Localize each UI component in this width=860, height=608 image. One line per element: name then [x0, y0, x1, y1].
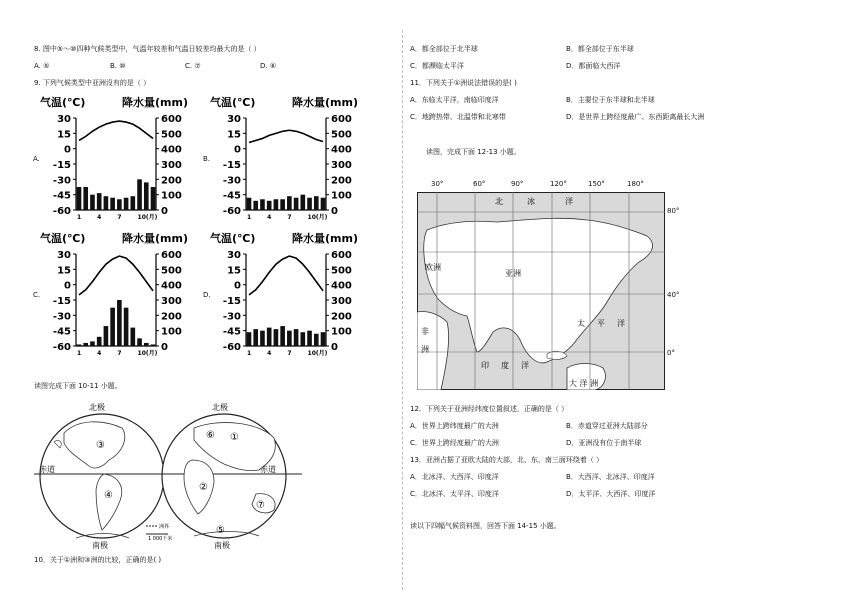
world-hemispheres-map [34, 398, 302, 553]
south-pole-label-east: 南极 [214, 541, 230, 550]
q10-option-a: A．都全部位于北半球 [410, 45, 478, 53]
precipitation-bar [314, 196, 319, 210]
temperature-axis-title: 气温(℃) [40, 232, 86, 245]
temperature-axis-title: 气温(℃) [210, 232, 256, 245]
pacific-ocean-char-1: 太 [577, 319, 585, 328]
precip-tick-label: 500 [161, 129, 182, 141]
precipitation-bar [301, 195, 306, 210]
temp-tick-label: -45 [52, 190, 71, 202]
q10-stem: 10．关于①洲和③洲的比较，正确的是( ) [34, 556, 162, 564]
precip-tick-label: 300 [331, 160, 352, 171]
month-tick-label: 10(月) [137, 350, 158, 357]
temp-tick-label: 0 [234, 280, 241, 292]
month-tick-label: 7 [287, 214, 292, 221]
continent-number-6: ⑥ [206, 430, 215, 441]
precip-tick-label: 100 [331, 326, 352, 338]
month-tick-label: 1 [77, 214, 82, 221]
precipitation-bar [131, 196, 136, 210]
precipitation-bar [137, 338, 142, 346]
precipitation-bar [77, 187, 82, 210]
precipitation-bar [260, 331, 265, 346]
temperature-axis-title: 气温(℃) [40, 96, 86, 109]
precip-tick-label: 500 [161, 265, 182, 277]
precip-tick-label: 200 [331, 311, 352, 323]
temperature-line [249, 130, 323, 142]
temp-tick-label: 0 [64, 280, 71, 292]
lon-label-90: 90° [511, 180, 524, 188]
equator-label-east: 赤道 [260, 465, 276, 474]
continent-number-3: ③ [96, 440, 105, 451]
temp-tick-label: -15 [52, 296, 71, 307]
month-tick-label: 10(月) [307, 350, 328, 357]
north-pole-label-west: 北极 [89, 403, 105, 412]
precipitation-axis-title: 降水量(mm) [122, 232, 188, 245]
precipitation-bar [144, 343, 149, 346]
q10-option-c: C．都濒临太平洋 [410, 62, 464, 70]
q8-option-c: C. ⑦ [185, 62, 201, 70]
precipitation-bar [294, 198, 299, 210]
precip-tick-label: 400 [161, 144, 182, 156]
continent-number-4: ④ [104, 490, 113, 501]
column-divider [402, 30, 403, 590]
precip-tick-label: 0 [331, 206, 338, 217]
temperature-line [79, 256, 153, 295]
precipitation-bar [267, 328, 272, 346]
precipitation-bar [131, 328, 136, 346]
precipitation-bar [124, 198, 129, 210]
precipitation-bar [274, 199, 279, 210]
q8-stem: 8. 图中⑤～⑩四种气候类型中，气温年较差和气温日较差均最大的是（ ） [34, 45, 261, 53]
q11-option-b: B．主要位于东半球和北半球 [566, 96, 655, 104]
temp-tick-label: 15 [57, 129, 71, 141]
q12-option-b: B．赤道穿过亚洲大陆部分 [566, 422, 648, 430]
precipitation-bar [247, 332, 252, 346]
temp-tick-label: 30 [227, 114, 241, 125]
q8-option-b: B. ⑩ [110, 62, 126, 70]
temp-tick-label: 0 [64, 144, 71, 156]
temp-tick-label: -15 [222, 296, 241, 307]
precipitation-bar [104, 326, 109, 346]
precipitation-bar [253, 201, 258, 210]
month-tick-label: 4 [267, 214, 272, 221]
precipitation-bar [307, 198, 312, 210]
europe-label: 欧洲 [425, 263, 441, 272]
q9-option-d-letter: D. [203, 291, 211, 299]
temp-tick-label: -30 [222, 311, 241, 323]
precipitation-bar [97, 193, 102, 210]
q10-option-d: D．都面临大西洋 [566, 62, 621, 70]
temp-tick-label: -15 [52, 160, 71, 171]
precip-tick-label: 300 [161, 160, 182, 171]
precipitation-bar [314, 334, 319, 346]
precipitation-axis-title: 降水量(mm) [122, 96, 188, 109]
precipitation-bar [321, 332, 326, 346]
q12-option-a: A．世界上跨纬度最广的大洲 [410, 422, 499, 430]
month-tick-label: 4 [97, 350, 102, 357]
indian-ocean-char-2: 度 [501, 361, 509, 370]
temp-tick-label: 30 [57, 250, 71, 261]
precip-tick-label: 500 [331, 129, 352, 141]
precipitation-bar [287, 331, 292, 346]
month-tick-label: 10(月) [137, 214, 158, 221]
lon-label-180: 180° [627, 180, 644, 188]
precip-tick-label: 500 [331, 265, 352, 277]
temp-tick-label: 30 [57, 114, 71, 125]
climate-chart-c [38, 228, 198, 360]
precipitation-bar [307, 331, 312, 346]
asia-label: 亚洲 [505, 269, 521, 278]
temp-tick-label: -30 [52, 311, 71, 323]
africa-label-char-2: 洲 [421, 345, 429, 354]
q8-option-d: D. ⑥ [260, 62, 277, 70]
precipitation-bar [83, 343, 88, 346]
precipitation-bar [321, 198, 326, 210]
precip-tick-label: 200 [161, 175, 182, 187]
precipitation-bar [90, 195, 95, 210]
month-tick-label: 7 [287, 350, 292, 357]
indian-ocean-char-3: 洋 [521, 361, 529, 370]
q9-option-c-letter: C. [33, 291, 41, 299]
precip-tick-label: 400 [331, 144, 352, 156]
precip-tick-label: 300 [331, 296, 352, 307]
precip-tick-label: 400 [161, 280, 182, 292]
precip-tick-label: 200 [331, 175, 352, 187]
temp-tick-label: 0 [234, 144, 241, 156]
month-tick-label: 10(月) [307, 214, 328, 221]
q13-option-a: A．北冰洋、大西洋、印度洋 [410, 473, 499, 481]
precipitation-bar [301, 332, 306, 346]
temp-tick-label: -30 [222, 175, 241, 187]
precip-tick-label: 0 [161, 342, 168, 353]
lon-label-150: 150° [588, 180, 605, 188]
q13-option-d: D．太平洋、大西洋、印度洋 [566, 490, 656, 498]
q13-option-c: C．北冰洋、太平洋、印度洋 [410, 490, 499, 498]
precip-tick-label: 100 [161, 190, 182, 202]
precipitation-bar [117, 199, 122, 210]
arctic-ocean-char-2: 冰 [527, 197, 535, 206]
precipitation-bar [97, 337, 102, 346]
month-tick-label: 4 [97, 214, 102, 221]
precipitation-bar [144, 182, 149, 210]
precipitation-bar [294, 329, 299, 346]
precipitation-bar [83, 187, 88, 210]
precipitation-bar [124, 308, 129, 346]
precip-tick-label: 300 [161, 296, 182, 307]
precipitation-bar [117, 300, 122, 346]
scale-label: 1 000千米 [148, 536, 173, 542]
asia-map [417, 192, 665, 390]
q11-stem: 11．下列关于①洲说法错误的是( ) [410, 79, 517, 87]
precipitation-bar [260, 199, 265, 210]
q9-option-a-letter: A. [33, 155, 40, 163]
q10-option-b: B．都全部位于东半球 [566, 45, 634, 53]
precipitation-bar [137, 179, 142, 210]
north-pole-label-east: 北极 [212, 403, 228, 412]
lat-label-40: 40° [667, 291, 680, 299]
temp-tick-label: 15 [227, 129, 241, 141]
equator-label-west: 赤道 [39, 465, 55, 474]
q9-stem: 9. 下列气候类型中亚洲没有的是（ ） [34, 79, 151, 87]
q11-option-c: C．地跨热带、北温带和北寒带 [410, 113, 506, 121]
reading-12-13: 读图，完成下面 12-13 小题。 [426, 148, 521, 156]
q9-option-b-letter: B. [203, 155, 211, 163]
temperature-axis-title: 气温(℃) [210, 96, 256, 109]
precip-tick-label: 200 [161, 311, 182, 323]
precipitation-bar [110, 308, 115, 346]
q13-option-b: B．大西洋、北冰洋、印度洋 [566, 473, 655, 481]
precip-tick-label: 0 [331, 342, 338, 353]
precip-tick-label: 0 [161, 206, 168, 217]
temp-tick-label: -60 [52, 342, 71, 353]
temp-tick-label: -60 [52, 206, 71, 217]
q12-stem: 12．下列关于亚洲经纬度位置叙述，正确的是（ ） [410, 405, 569, 413]
temp-tick-label: -45 [222, 190, 241, 202]
q8-option-a: A. ⑤ [34, 62, 50, 70]
precipitation-bar [274, 329, 279, 346]
precip-tick-label: 600 [161, 250, 182, 261]
continent-number-5: ⑤ [216, 525, 225, 536]
q13-stem: 13．亚洲占据了亚欧大陆的大部，北、东、南三面环绕着（ ） [410, 456, 604, 464]
temp-tick-label: -60 [222, 206, 241, 217]
q12-option-d: D．亚洲没有位于南半球 [566, 439, 642, 447]
climate-chart-d [208, 228, 368, 360]
reading-10-11: 读图完成下面 10-11 小题。 [34, 382, 122, 390]
oceania-label: 大 洋 洲 [569, 379, 599, 388]
lat-label-80: 80° [667, 207, 680, 215]
month-tick-label: 4 [267, 350, 272, 357]
q11-option-a: A．东临太平洋，南临印度洋 [410, 96, 499, 104]
continent-number-1: ① [230, 432, 239, 443]
temperature-line [249, 256, 323, 295]
q12-option-c: C．世界上跨经度最广的大洲 [410, 439, 499, 447]
climate-chart-a [38, 92, 198, 224]
continent-number-7: ⑦ [256, 500, 265, 511]
precipitation-bar [110, 198, 115, 210]
temp-tick-label: -30 [52, 175, 71, 187]
temp-tick-label: -60 [222, 342, 241, 353]
south-pole-label-west: 南极 [92, 541, 108, 550]
precip-tick-label: 600 [331, 114, 352, 125]
lat-label-0: 0° [667, 349, 675, 357]
month-tick-label: 7 [117, 214, 122, 221]
precipitation-bar [267, 201, 272, 210]
temp-tick-label: -15 [222, 160, 241, 171]
temp-tick-label: 15 [227, 265, 241, 277]
precipitation-bar [104, 196, 109, 210]
precipitation-axis-title: 降水量(mm) [292, 96, 358, 109]
q11-option-d: D．是世界上跨经度最广、东西距离最长大洲 [566, 113, 705, 121]
indian-ocean-char-1: 印 [481, 361, 489, 370]
continent-boundary-legend-label: 洲界 [159, 524, 170, 530]
precipitation-bar [253, 329, 258, 346]
month-tick-label: 1 [247, 214, 252, 221]
lon-label-60: 60° [473, 180, 486, 188]
precipitation-bar [90, 341, 95, 346]
africa-label-char-1: 非 [421, 327, 429, 336]
precip-tick-label: 100 [331, 190, 352, 202]
month-tick-label: 7 [117, 350, 122, 357]
precipitation-bar [247, 198, 252, 210]
month-tick-label: 1 [247, 350, 252, 357]
reading-14-15: 读以下四幅气候资料图，回答下面 14-15 小题。 [410, 522, 561, 530]
precip-tick-label: 400 [331, 280, 352, 292]
arctic-ocean-char-3: 洋 [565, 197, 573, 206]
temp-tick-label: -45 [222, 326, 241, 338]
precip-tick-label: 600 [331, 250, 352, 261]
temp-tick-label: 30 [227, 250, 241, 261]
arctic-ocean-char-1: 北 [495, 197, 503, 206]
lon-label-120: 120° [550, 180, 567, 188]
precipitation-bar [280, 199, 285, 210]
precipitation-bar [151, 344, 156, 346]
precipitation-axis-title: 降水量(mm) [292, 232, 358, 245]
pacific-ocean-char-3: 洋 [617, 319, 625, 328]
precipitation-bar [280, 326, 285, 346]
continent-number-2: ② [199, 482, 208, 493]
precip-tick-label: 100 [161, 326, 182, 338]
precipitation-bar [77, 344, 82, 346]
precip-tick-label: 600 [161, 114, 182, 125]
temp-tick-label: 15 [57, 265, 71, 277]
temp-tick-label: -45 [52, 326, 71, 338]
climate-chart-b [208, 92, 368, 224]
temperature-line [79, 121, 153, 140]
precipitation-bar [287, 196, 292, 210]
lon-label-30: 30° [431, 180, 444, 188]
pacific-ocean-char-2: 平 [597, 319, 605, 328]
month-tick-label: 1 [77, 350, 82, 357]
precipitation-bar [151, 187, 156, 210]
